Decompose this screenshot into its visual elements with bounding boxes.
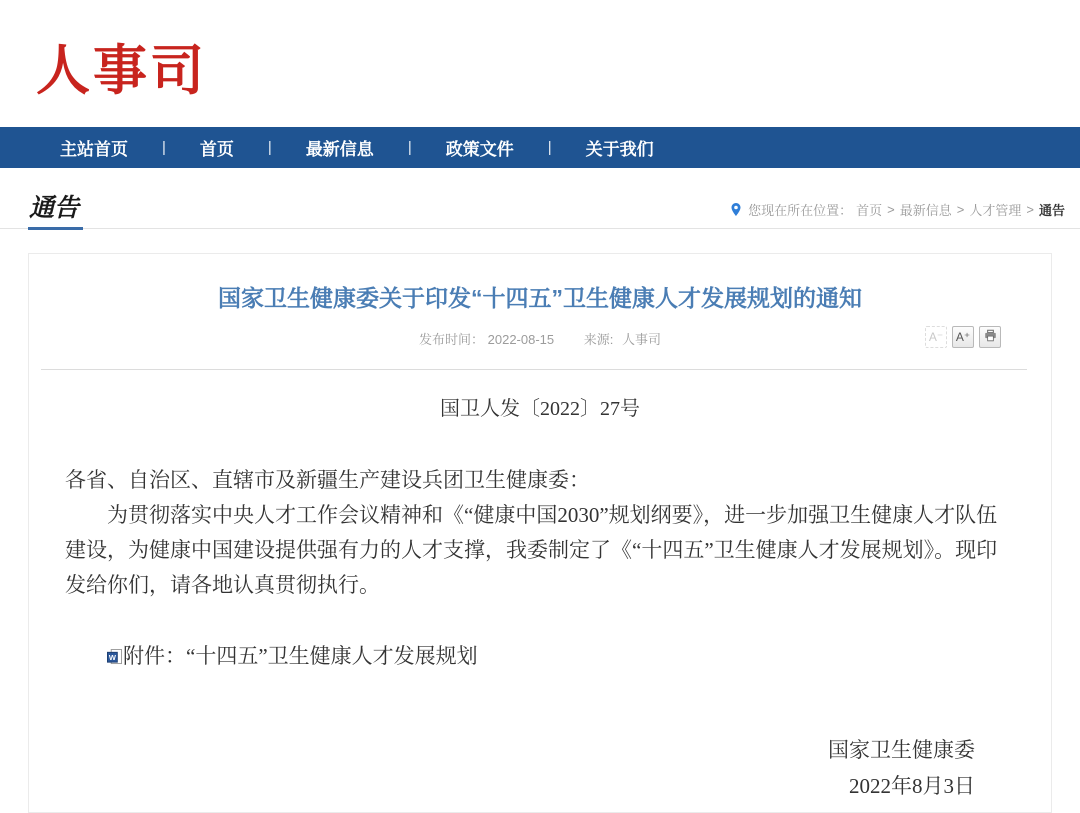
salutation: 各省、自治区、直辖市及新疆生产建设兵团卫生健康委： — [65, 468, 590, 492]
document-body — [29, 392, 1051, 804]
main-nav — [0, 127, 1080, 168]
source-label: 来源: — [583, 332, 614, 347]
word-doc-icon — [107, 641, 122, 676]
svg-text:W: W — [108, 653, 116, 663]
breadcrumb-prefix: 您现在所在位置： — [748, 203, 853, 218]
print-button[interactable] — [979, 326, 1001, 348]
site-header — [0, 0, 1080, 127]
nav-item-policy-documents[interactable]: 政策文件 — [445, 140, 514, 159]
breadcrumb-current: 通告 — [1038, 203, 1065, 218]
nav-item-main-home[interactable]: 主站首页 — [60, 140, 128, 159]
printer-icon — [984, 329, 997, 345]
publish-time-label: 发布时间： — [418, 332, 484, 347]
breadcrumb-separator: > — [887, 202, 895, 217]
breadcrumb-home[interactable]: 首页 — [856, 203, 883, 218]
article-title: 国家卫生健康委关于印发“十四五”卫生健康人才发展规划的通知 — [218, 285, 862, 311]
meta-divider — [41, 369, 1027, 370]
section-header — [0, 188, 1080, 229]
location-pin-icon — [730, 202, 742, 217]
breadcrumb-separator: > — [1026, 202, 1034, 217]
body-paragraph: 为贯彻落实中央人才工作会议精神和《“健康中国2030”规划纲要》，进一步加强卫生健康人才队伍建设，为健康中国建设提供强有力的人才支撑，我委制定了《“十四五”卫生健康人才发展规划》。现印发给你们，请各地认真贯彻执行。 — [65, 503, 998, 597]
font-increase-button[interactable]: A⁺ — [952, 326, 974, 348]
breadcrumb-separator: > — [956, 202, 965, 217]
nav-item-home[interactable]: 首页 — [199, 140, 234, 159]
nav-item-latest-info[interactable]: 最新信息 — [305, 140, 374, 159]
article-panel — [28, 253, 1052, 813]
signature-block — [65, 732, 1015, 804]
nav-separator: | — [162, 139, 166, 156]
attachment-row — [65, 639, 1015, 676]
nav-separator: | — [267, 139, 272, 156]
nav-separator: | — [547, 139, 552, 156]
font-decrease-button[interactable]: A⁻ — [925, 326, 947, 348]
sign-date: 2022年8月3日 — [849, 774, 975, 798]
section-title: 通告 — [28, 188, 83, 230]
breadcrumb — [730, 200, 1065, 228]
attachment-link[interactable]: “十四五”卫生健康人才发展规划 — [186, 644, 478, 668]
publish-time-value: 2022-08-15 — [487, 332, 555, 347]
nav-separator: | — [407, 139, 412, 156]
nav-item-about-us[interactable]: 关于我们 — [585, 140, 654, 159]
article-meta — [29, 329, 1051, 348]
source-value: 人事司 — [622, 332, 662, 347]
site-logo[interactable]: 人事司 — [36, 41, 207, 101]
article-toolbar — [925, 326, 1001, 348]
doc-number: 国卫人发〔2022〕27号 — [440, 398, 640, 420]
signer: 国家卫生健康委 — [828, 738, 975, 762]
breadcrumb-talent-management[interactable]: 人才管理 — [969, 203, 1022, 218]
attachment-label: 附件： — [123, 644, 186, 668]
breadcrumb-latest-info[interactable]: 最新信息 — [899, 203, 952, 218]
